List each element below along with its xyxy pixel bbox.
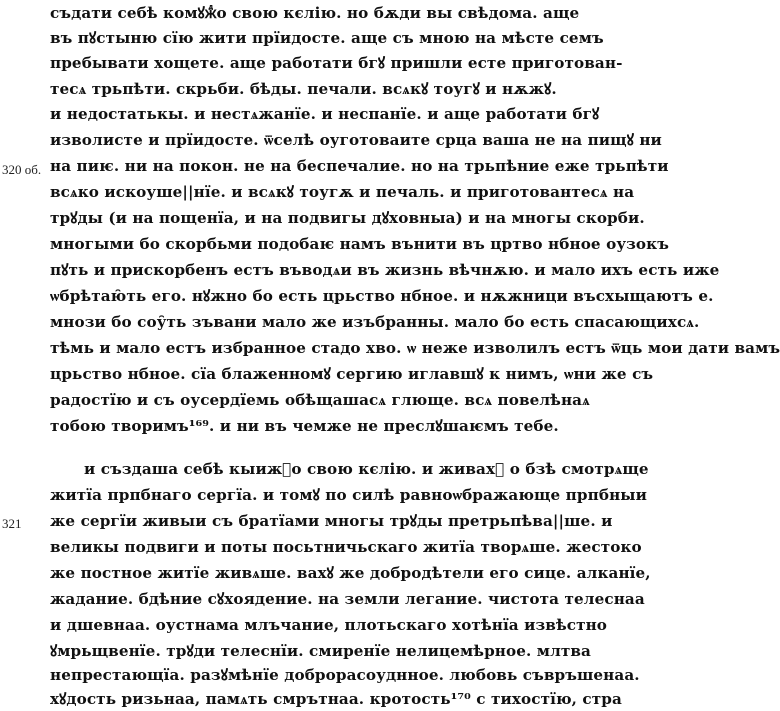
text-line: въ пꙋстыню сїю жити прїидосте. аще съ мною на мѣсте семъ <box>50 29 604 47</box>
text-line: и създаша себѣ кыижⷣо свою кєлію. и живахꙋ о бзѣ смотрѧще <box>84 460 649 478</box>
text-line: трꙋды (и на пощенїа, и на подвигы дꙋховныа) и на многы скорби. <box>50 209 645 227</box>
text-line: великы подвиги и поты посьтничьскаго житїа творѧше. жестоко <box>50 538 642 556</box>
text-line: пребывати хощете. аще работати бгꙋ пришли есте приготован- <box>50 54 623 72</box>
text-line: ꙋмрьщвенїе. трꙋди телеснїи. смиренїе нелицемѣрное. млтва <box>50 642 591 660</box>
text-line: ѡбрѣтаю̑ть его. нꙋжно бо есть црьство нбное. и нѫжници въсхыщаютъ е. <box>50 287 714 305</box>
text-line: жадание. бдѣние сꙋхоядение. на земли легание. чистота телеснаа <box>50 590 645 608</box>
text-line: житїа прпбнаго сергїа. и томꙋ по силѣ равноѡбражающе прпбныи <box>50 486 647 504</box>
text-line: мнози бо соу̑ть зъвани мало же изъбранны. мало бо есть спасающихсѧ. <box>50 313 700 331</box>
text-line: на пиѥ. ни на покон. не на беспечалие. но на трьпѣние еже трьпѣти <box>50 157 669 175</box>
text-line: непрестающїа. разꙋмѣнїе доброрасоуднное. любовь съвръшенаа. <box>50 666 640 684</box>
text-line: тѣмь и мало естъ избранное стадо хво. ѡ неже изволилъ естъ ѿць мои дати вамъ <box>50 339 780 357</box>
text-line: и дшевнаа. оустнама млъчание, плотьскаго хотѣнїа извѣстно <box>50 616 608 634</box>
text-line: радостїю и съ оусердїемь обѣщашасѧ глюще. всѧ повелѣнаѧ <box>50 391 590 409</box>
text-line: и недостатькы. и нестѧжанїе. и неспанїе. и аще работати бгꙋ <box>50 105 600 123</box>
text-line: же сергїи живыи съ братїами многы трꙋды претрьпѣва||ше. и <box>50 512 613 530</box>
text-line: съдати себѣ комꙋжⷣо свою кєлію. но бѫди вы свѣдома. аще <box>50 4 580 22</box>
text-line: же постное житїе живѧше. вахꙋ же добродѣтели его сице. алканїе, <box>50 564 651 582</box>
margin-folio-note: 320 об. <box>2 162 42 177</box>
text-line: изволисте и прїидосте. ѿселѣ оуготоваите срца ваша не на пищꙋ ни <box>50 131 662 149</box>
text-line: хꙋдость ризьнаа, памѧть смрътнаа. кротость¹⁷⁰ с тихостїю, стра <box>50 690 622 708</box>
text-line: многыми бо скорбьми подобаѥ намъ вънити въ цртво нбное оузокъ <box>50 235 669 253</box>
text-line: тесѧ трьпѣти. скрьби. бѣды. печали. всѧкꙋ тоугꙋ и нѫжꙋ. <box>50 80 557 98</box>
text-line: пꙋть и прискорбенъ естъ въводѧи въ жизнь вѣчнѫю. и мало ихъ есть иже <box>50 261 720 279</box>
text-line: тобою творимъ¹⁶⁹. и ни въ чемже не преслꙋшаѥмъ тебе. <box>50 417 559 435</box>
text-line: црьство нбное. сїа блаженномꙋ сергию иглавшꙋ к нимъ, ѡни же съ <box>50 365 654 383</box>
margin-folio-note: 321 <box>2 516 22 531</box>
text-line: всѧко искоуше||нїе. и всѧкꙋ тоугѫ и печаль. и приготовантесѧ на <box>50 183 635 201</box>
